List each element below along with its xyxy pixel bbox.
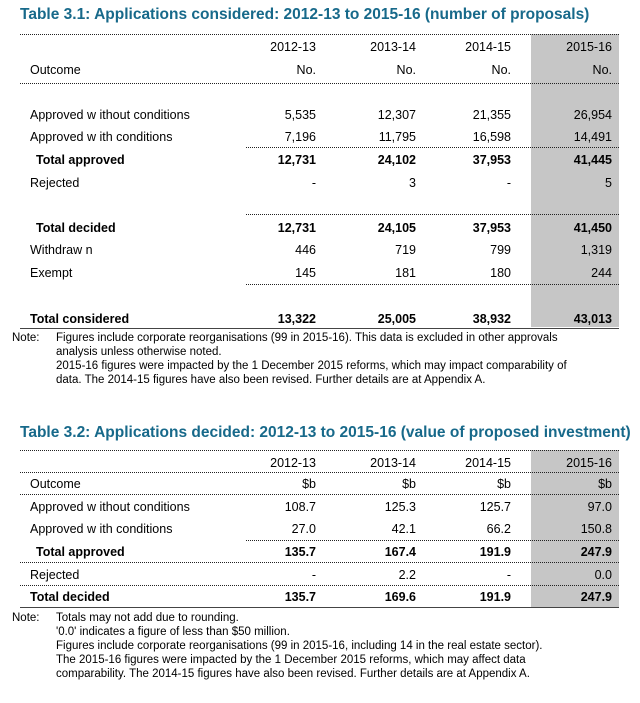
row-label: Approved w ithout conditions bbox=[30, 500, 190, 514]
cell: 719 bbox=[395, 243, 416, 257]
unit-col-2: $b bbox=[402, 477, 416, 491]
row-label: Rejected bbox=[30, 176, 80, 190]
cell: 1,319 bbox=[580, 243, 612, 257]
cell: 167.4 bbox=[384, 545, 416, 559]
table-3-2-top-rule bbox=[20, 450, 619, 451]
cell: 43,013 bbox=[573, 312, 612, 326]
header-rule bbox=[20, 494, 619, 495]
cell: 191.9 bbox=[479, 545, 511, 559]
cell: 21,355 bbox=[472, 108, 511, 122]
cell: 135.7 bbox=[284, 545, 316, 559]
note-line: data. The 2014-15 figures have also been revised. Further details are at Appendix A. bbox=[56, 374, 486, 386]
cell: 13,322 bbox=[277, 312, 316, 326]
table-3-1-title: Table 3.1: Applications considered: 2012-13 to 2015-16 (number of proposals) bbox=[20, 6, 590, 23]
cell: 125.3 bbox=[384, 500, 416, 514]
table-3-2-year-header bbox=[20, 454, 619, 472]
cell: 7,196 bbox=[284, 130, 316, 144]
year-col-4: 2015-16 bbox=[566, 40, 612, 54]
table-3-2-unit-header bbox=[20, 475, 619, 493]
subtotal-rule bbox=[246, 540, 619, 541]
cell: 24,102 bbox=[377, 153, 416, 167]
note-line: 2015-16 figures were impacted by the 1 December 2015 reforms, which may impact comparability of bbox=[56, 360, 567, 372]
cell: - bbox=[506, 568, 511, 582]
year-col-4: 2015-16 bbox=[566, 456, 612, 470]
cell: 150.8 bbox=[580, 522, 612, 536]
table-3-2-bottom-rule bbox=[20, 607, 619, 608]
year-col-1: 2012-13 bbox=[270, 456, 316, 470]
cell: 446 bbox=[295, 243, 316, 257]
note-line: analysis unless otherwise noted. bbox=[56, 346, 222, 358]
cell: 5,535 bbox=[284, 108, 316, 122]
row-label: Approved w ith conditions bbox=[30, 130, 173, 144]
cell: 97.0 bbox=[587, 500, 612, 514]
cell: 0.0 bbox=[594, 568, 612, 582]
table-3-2-title: Table 3.2: Applications decided: 2012-13 to 2015-16 (value of proposed investment) bbox=[20, 424, 631, 441]
cell: 247.9 bbox=[580, 545, 612, 559]
cell: 41,445 bbox=[573, 153, 612, 167]
cell: 247.9 bbox=[580, 590, 612, 604]
table-row bbox=[20, 566, 619, 584]
outcome-header: Outcome bbox=[30, 477, 81, 491]
table-row-total-approved bbox=[20, 543, 619, 561]
cell: 181 bbox=[395, 266, 416, 280]
unit-col-1: $b bbox=[302, 477, 316, 491]
note-line: comparability. The 2014-15 figures have also been revised. Further details are at Appendix A. bbox=[56, 668, 530, 680]
cell: 25,005 bbox=[377, 312, 416, 326]
cell: 799 bbox=[490, 243, 511, 257]
cell: 11,795 bbox=[378, 130, 416, 144]
cell: 42.1 bbox=[391, 522, 416, 536]
row-label: Approved w ithout conditions bbox=[30, 108, 190, 122]
cell: 108.7 bbox=[284, 500, 316, 514]
cell: 3 bbox=[409, 176, 416, 190]
year-col-3: 2014-15 bbox=[465, 40, 511, 54]
row-label: Approved w ith conditions bbox=[30, 522, 173, 536]
cell: 37,953 bbox=[472, 221, 511, 235]
unit-col-1: No. bbox=[296, 63, 316, 77]
cell: 38,932 bbox=[472, 312, 511, 326]
cell: 16,598 bbox=[472, 130, 511, 144]
cell: 169.6 bbox=[384, 590, 416, 604]
row-label: Total considered bbox=[30, 312, 130, 326]
cell: 12,307 bbox=[377, 108, 416, 122]
cell: - bbox=[311, 176, 316, 190]
note-line: The 2015-16 figures were impacted by the 1 December 2015 reforms, which may affect data bbox=[56, 654, 526, 666]
row-label: Withdraw n bbox=[30, 243, 93, 257]
year-col-1: 2012-13 bbox=[270, 40, 316, 54]
table-row bbox=[20, 498, 619, 516]
table-row-total-decided bbox=[20, 588, 619, 606]
cell: 145 bbox=[295, 266, 316, 280]
cell: 2.2 bbox=[398, 568, 416, 582]
unit-col-3: No. bbox=[491, 63, 511, 77]
unit-col-4: No. bbox=[592, 63, 612, 77]
note-label: Note: bbox=[12, 332, 40, 344]
cell: 66.2 bbox=[486, 522, 511, 536]
cell: 125.7 bbox=[479, 500, 511, 514]
cell: 37,953 bbox=[472, 153, 511, 167]
header-rule bbox=[20, 472, 619, 473]
subtotal-rule bbox=[20, 562, 619, 563]
cell: 12,731 bbox=[277, 221, 316, 235]
table-3-2-notes bbox=[12, 611, 612, 683]
row-label: Exempt bbox=[30, 266, 73, 280]
table-row bbox=[20, 520, 619, 538]
row-label: Total decided bbox=[36, 221, 116, 235]
cell: 12,731 bbox=[277, 153, 316, 167]
year-col-2: 2013-14 bbox=[370, 40, 416, 54]
unit-col-3: $b bbox=[497, 477, 511, 491]
year-col-3: 2014-15 bbox=[465, 456, 511, 470]
cell: 180 bbox=[490, 266, 511, 280]
cell: 191.9 bbox=[479, 590, 511, 604]
year-col-2: 2013-14 bbox=[370, 456, 416, 470]
outcome-header: Outcome bbox=[30, 63, 81, 77]
cell: 244 bbox=[591, 266, 612, 280]
note-line: Totals may not add due to rounding. bbox=[56, 612, 239, 624]
cell: 24,105 bbox=[377, 221, 416, 235]
cell: - bbox=[311, 568, 316, 582]
cell: 27.0 bbox=[291, 522, 316, 536]
cell: 41,450 bbox=[573, 221, 612, 235]
note-line: Figures include corporate reorganisations (99 in 2015-16). This data is excluded in other approvals bbox=[56, 332, 558, 344]
unit-col-4: $b bbox=[598, 477, 612, 491]
row-label: Total decided bbox=[30, 590, 110, 604]
row-label: Rejected bbox=[30, 568, 80, 582]
unit-col-2: No. bbox=[396, 63, 416, 77]
note-label: Note: bbox=[12, 612, 40, 624]
subtotal-rule bbox=[20, 585, 619, 586]
cell: - bbox=[506, 176, 511, 190]
table-3-2 bbox=[20, 0, 619, 612]
note-line: '0.0' indicates a figure of less than $50 million. bbox=[56, 626, 290, 638]
cell: 5 bbox=[605, 176, 612, 190]
row-label: Total approved bbox=[36, 545, 125, 559]
note-line: Figures include corporate reorganisations (99 in 2015-16, including 14 in the real estate sector). bbox=[56, 640, 543, 652]
cell: 14,491 bbox=[573, 130, 612, 144]
row-label: Total approved bbox=[36, 153, 125, 167]
cell: 26,954 bbox=[573, 108, 612, 122]
cell: 135.7 bbox=[284, 590, 316, 604]
